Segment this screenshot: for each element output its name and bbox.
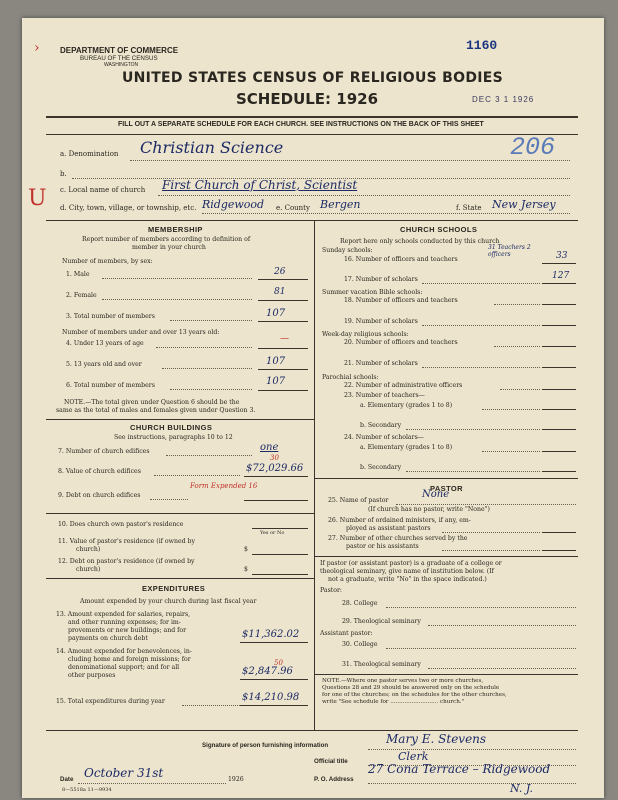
- q18-leader: [494, 304, 540, 305]
- q17-label: 17. Number of scholars: [344, 276, 418, 283]
- q21-leader: [422, 367, 540, 368]
- form-number: 8—5518a 11—9934: [62, 787, 112, 793]
- columns-bottom-rule: [46, 730, 578, 731]
- q15-leader: [182, 705, 240, 706]
- columns-top-rule: [46, 220, 578, 221]
- header-rule-top: [46, 116, 578, 118]
- q14-line-3: denominational support; and for all: [68, 664, 180, 671]
- q15-label: 15. Total expenditures during year: [56, 698, 165, 705]
- column-divider: [314, 220, 315, 730]
- q2-answer-line: [258, 300, 308, 301]
- q23b-answer-line: [542, 429, 576, 430]
- pastor-note-2: Questions 28 and 29 should be answered only on the schedule: [322, 685, 500, 691]
- q26-label-1: 26. Number of ordained ministers, if any, em-: [328, 517, 471, 524]
- q7-value: one: [260, 442, 279, 453]
- membership-note-1: NOTE.—The total given under Question 6 should be the: [64, 399, 240, 406]
- q23a-label: a. Elementary (grades 1 to 8): [360, 402, 453, 409]
- address-label: P. O. Address: [314, 776, 354, 783]
- q22-leader: [500, 389, 540, 390]
- sunday-label: Sunday schools:: [322, 247, 373, 254]
- q15-value: $14,210.98: [242, 692, 300, 703]
- buildings-rule: [46, 419, 314, 420]
- parochial-label: Parochial schools:: [322, 374, 379, 381]
- q1-answer-line: [258, 279, 308, 280]
- department-label: DEPARTMENT OF COMMERCE: [60, 46, 179, 55]
- buildings-sub: See instructions, paragraphs 10 to 12: [114, 434, 233, 441]
- q13-answer-line: [240, 642, 308, 643]
- census-schedule-page: [22, 18, 604, 798]
- expenditures-sub: Amount expended by your church during last fiscal year: [80, 598, 257, 605]
- q25-note: (If church has no pastor, write "None"): [368, 506, 490, 513]
- vacation-label: Summer vacation Bible schools:: [322, 289, 423, 296]
- q5-value: 107: [266, 356, 286, 367]
- q4-leader: [156, 347, 252, 348]
- q17-leader: [422, 283, 540, 284]
- bureau-label: BUREAU OF THE CENSUS: [80, 55, 158, 62]
- denomination-code: 206: [510, 133, 556, 162]
- q27-label-2: pastor or his assistants: [346, 543, 419, 550]
- schools-heading: CHURCH SCHOOLS: [400, 225, 478, 234]
- q23-label: 23. Number of teachers—: [344, 392, 425, 399]
- q24a-answer-line: [542, 451, 576, 452]
- q1-label: 1. Male: [66, 271, 90, 278]
- date-line: [78, 783, 226, 784]
- q12-label-1: 12. Debt on pastor's residence (if owned by: [58, 558, 195, 565]
- q9-answer-line: [244, 500, 308, 501]
- q1-leader: [102, 278, 252, 279]
- q14-line-1: 14. Amount expended for benevolences, in-: [56, 648, 192, 655]
- q11-label-2: church): [76, 546, 101, 553]
- schools-sub: Report here only schools conducted by this church: [340, 238, 500, 245]
- q26-answer-line: [542, 532, 576, 533]
- pastor-label: Pastor:: [320, 587, 343, 594]
- header-rule-bottom: [46, 134, 578, 135]
- q25-value: None: [422, 489, 450, 500]
- q13-line-2: and other running expenses; for im-: [68, 619, 181, 626]
- q30-label: 30. College: [342, 641, 378, 648]
- q27-answer-line: [542, 550, 576, 551]
- schedule-title: SCHEDULE: 1926: [236, 90, 379, 108]
- q22-label: 22. Number of administrative officers: [344, 382, 463, 389]
- local-name-value: First Church of Christ, Scientist: [162, 178, 358, 192]
- q21-label: 21. Number of scholars: [344, 360, 418, 367]
- q11-dollar: $: [244, 546, 248, 553]
- expenditures-heading: EXPENDITURES: [142, 584, 206, 593]
- q9-leader: [150, 499, 188, 500]
- grad-text-1: If pastor (or assistant pastor) is a graduate of a college or: [320, 560, 502, 567]
- q28-leader: [386, 607, 576, 608]
- q2-label: 2. Female: [66, 292, 97, 299]
- county-label: e. County: [276, 204, 310, 212]
- red-check-mark: ›: [34, 40, 40, 56]
- q8-note: 30: [270, 454, 279, 462]
- age-label: Number of members under and over 13 years old:: [62, 329, 220, 336]
- q10-answer-line: [252, 528, 308, 529]
- denomination-label: a. Denomination: [60, 150, 119, 158]
- q23b-label: b. Secondary: [360, 422, 402, 429]
- grad-text-3: not a graduate, write "No" in the space indicated.): [328, 576, 487, 583]
- q17-answer-line: [542, 283, 576, 284]
- q3-label: 3. Total number of members: [66, 313, 155, 320]
- q16-label: 16. Number of officers and teachers: [344, 256, 458, 263]
- membership-heading: MEMBERSHIP: [148, 225, 203, 234]
- q29-leader: [428, 625, 576, 626]
- q24b-leader: [406, 471, 540, 472]
- q13-value: $11,362.02: [242, 629, 300, 640]
- q13-line-3: provements or new buildings; and for: [68, 627, 187, 634]
- q9-label: 9. Debt on church edifices: [58, 492, 141, 499]
- date-year: 1926: [228, 776, 244, 783]
- pastor-heading: PASTOR: [430, 484, 463, 493]
- serial-stamp: 1160: [466, 38, 498, 53]
- q7-leader: [166, 455, 252, 456]
- q4-value: —: [280, 334, 289, 344]
- q13-line-4: payments on church debt: [68, 635, 148, 642]
- q28-label: 28. College: [342, 600, 378, 607]
- q12-answer-line: [252, 574, 308, 575]
- q19-leader: [422, 325, 540, 326]
- q29-label: 29. Theological seminary: [342, 618, 421, 625]
- q19-answer-line: [542, 325, 576, 326]
- q23b-leader: [406, 429, 540, 430]
- q14-line-2: cluding home and foreign missions; for: [68, 656, 191, 663]
- official-title-label: Official title: [314, 758, 348, 765]
- q12-label-2: church): [76, 566, 101, 573]
- q31-leader: [428, 668, 576, 669]
- state-label: f. State: [456, 204, 482, 212]
- pastor-rule: [314, 478, 578, 479]
- q24b-label: b. Secondary: [360, 464, 402, 471]
- expenditures-rule: [46, 578, 314, 579]
- pastor-note-1: NOTE.—Where one pastor serves two or more churches,: [322, 678, 484, 684]
- q16-note: 31 Teachers 2 officers: [488, 244, 531, 258]
- local-name-line: [158, 195, 570, 196]
- q10-rule: [46, 513, 314, 514]
- date-value: October 31st: [84, 766, 164, 780]
- q30-leader: [386, 648, 576, 649]
- q1-value: 26: [274, 267, 286, 277]
- red-u-mark: U: [28, 186, 47, 211]
- q11-answer-line: [252, 554, 308, 555]
- q25-label: 25. Name of pastor: [328, 497, 389, 504]
- grad-rule: [314, 556, 578, 557]
- address-value-2: N. J.: [510, 782, 533, 795]
- q20-label: 20. Number of officers and teachers: [344, 339, 458, 346]
- city-value: Ridgewood: [202, 198, 265, 211]
- city-line: [202, 213, 570, 214]
- pastor-note-3: for one of the churches; on the schedules for the other churches,: [322, 692, 507, 698]
- instruction-line: FILL OUT A SEPARATE SCHEDULE FOR EACH CHURCH. SEE INSTRUCTIONS ON THE BACK OF THIS SHEET: [118, 121, 484, 128]
- q24a-leader: [482, 451, 540, 452]
- q2-value: 81: [274, 287, 286, 297]
- q4-label: 4. Under 13 years of age: [66, 340, 144, 347]
- city-label-d: d. City, town, village, or township, etc.: [60, 204, 197, 212]
- pastor-note-rule: [314, 674, 578, 675]
- denomination-value: Christian Science: [140, 138, 284, 157]
- local-name-label: c. Local name of church: [60, 186, 146, 194]
- q17-value: 127: [552, 271, 570, 281]
- signature-label: Signature of person furnishing information: [202, 742, 329, 749]
- q3-value: 107: [266, 308, 286, 319]
- q8-label: 8. Value of church edifices: [58, 468, 141, 475]
- q14-answer-line: [240, 679, 308, 680]
- q4-answer-line: [258, 348, 308, 349]
- q8-value: $72,029.66: [246, 463, 304, 474]
- q10-label: 10. Does church own pastor's residence: [58, 521, 184, 528]
- q18-answer-line: [542, 304, 576, 305]
- q31-label: 31. Theological seminary: [342, 661, 421, 668]
- q5-leader: [162, 368, 252, 369]
- q24b-answer-line: [542, 471, 576, 472]
- denomination-line: [130, 160, 570, 161]
- q5-answer-line: [258, 369, 308, 370]
- state-value: New Jersey: [492, 198, 556, 211]
- q5-label: 5. 13 years old and over: [66, 361, 142, 368]
- q16-value: 33: [556, 251, 568, 261]
- q14-line-4: other purposes: [68, 672, 116, 679]
- q12-dollar: $: [244, 566, 248, 573]
- q3-leader: [170, 320, 252, 321]
- q27-label-1: 27. Number of other churches served by the: [328, 535, 468, 542]
- address-value: 27 Cona Terrace – Ridgewood: [368, 762, 551, 776]
- city-label: WASHINGTON: [104, 62, 139, 68]
- yes-no-label: Yes or No: [260, 530, 285, 536]
- q14-note: 50: [274, 659, 283, 667]
- assistant-label: Assistant pastor:: [320, 630, 373, 637]
- q2-leader: [102, 299, 252, 300]
- weekday-label: Week-day religious schools:: [322, 331, 409, 338]
- q22-answer-line: [542, 389, 576, 390]
- q24-label: 24. Number of scholars—: [344, 434, 424, 441]
- q6-answer-line: [258, 390, 308, 391]
- q24a-label: a. Elementary (grades 1 to 8): [360, 444, 453, 451]
- date-received-stamp: DEC 3 1 1926: [472, 95, 535, 104]
- q19-label: 19. Number of scholars: [344, 318, 418, 325]
- membership-intro-2: member in your church: [132, 244, 206, 251]
- q6-value: 107: [266, 376, 286, 387]
- membership-note-2: same as the total of males and females given under Question 3.: [56, 407, 256, 414]
- buildings-heading: CHURCH BUILDINGS: [130, 423, 213, 432]
- q11-label-1: 11. Value of pastor's residence (if owned by: [58, 538, 195, 545]
- membership-intro-1: Report number of members according to definition of: [82, 236, 251, 243]
- q23a-leader: [482, 409, 540, 410]
- signature-value: Mary E. Stevens: [386, 732, 487, 746]
- form-title: UNITED STATES CENSUS OF RELIGIOUS BODIES: [122, 70, 504, 86]
- sex-label: Number of members, by sex:: [62, 258, 153, 265]
- q16-answer-line: [542, 263, 576, 264]
- q15-answer-line: [240, 705, 308, 706]
- address-line: [368, 783, 576, 784]
- q6-leader: [170, 389, 252, 390]
- q20-leader: [494, 346, 540, 347]
- date-label: Date: [60, 776, 74, 783]
- q6-label: 6. Total number of members: [66, 382, 155, 389]
- q23a-answer-line: [542, 409, 576, 410]
- pastor-note-4: write "See schedule for ........................... church.": [322, 699, 465, 705]
- q21-answer-line: [542, 367, 576, 368]
- q18-label: 18. Number of officers and teachers: [344, 297, 458, 304]
- q25-leader: [396, 504, 576, 505]
- b-label: b.: [60, 170, 67, 178]
- q8-leader: [154, 475, 240, 476]
- q26-label-2: ployed as assistant pastors: [346, 525, 431, 532]
- q7-label: 7. Number of church edifices: [58, 448, 150, 455]
- county-value: Bergen: [320, 198, 361, 211]
- q3-answer-line: [258, 321, 308, 322]
- q20-answer-line: [542, 346, 576, 347]
- grad-text-2: theological seminary, give name of institution below. (If: [320, 568, 494, 575]
- q13-line-1: 13. Amount expended for salaries, repairs,: [56, 611, 191, 618]
- q26-leader: [442, 532, 540, 533]
- q8-answer-line: [244, 476, 308, 477]
- q14-value: $2,847.96: [242, 666, 293, 677]
- q27-leader: [442, 550, 540, 551]
- q9-value: Form Expended 16: [190, 482, 258, 490]
- official-title-value: Clerk: [398, 750, 429, 763]
